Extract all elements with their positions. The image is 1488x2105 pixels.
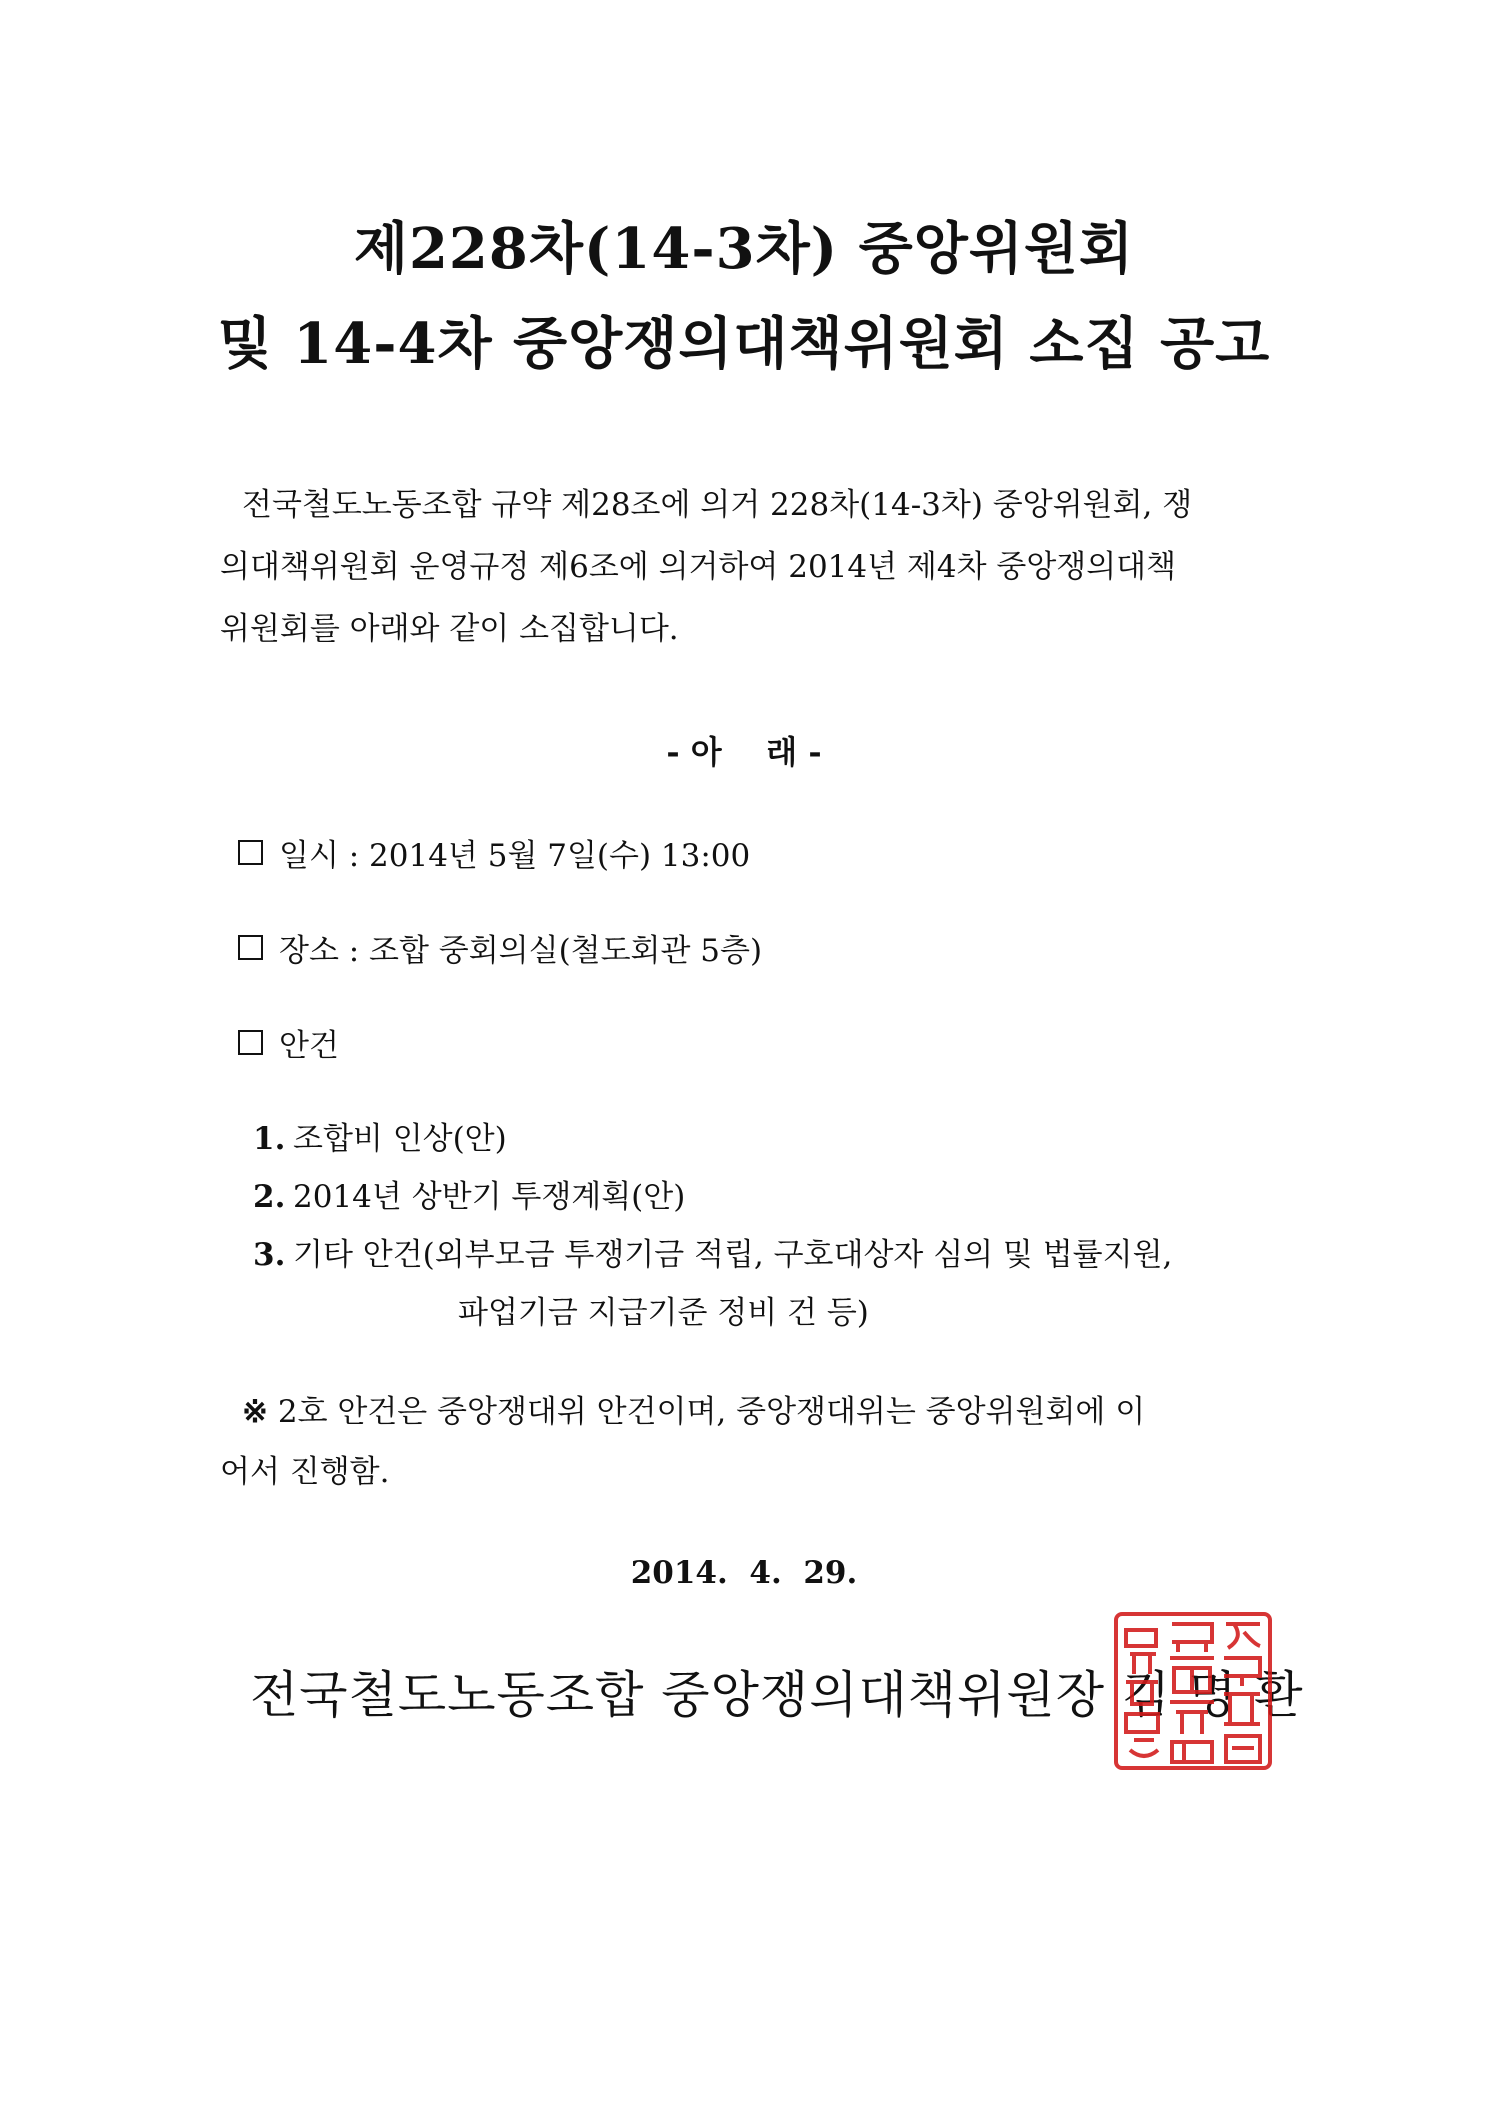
signature-line: 전국철도노동조합 중앙쟁의대책위원장 김 명 환 (250, 1666, 1304, 1724)
agenda-list-item (253, 1110, 1172, 1168)
agenda-list (253, 1110, 1172, 1342)
intro-line-1: 전국철도노동조합 규약 제28조에 의거 228차(14-3차) 중앙위원회, 쟁 (242, 487, 1193, 523)
intro-line-3: 위원회를 아래와 같이 소집합니다. (220, 611, 679, 647)
agenda-item-number: 3. (253, 1237, 286, 1273)
agenda-item-number: 1. (253, 1121, 286, 1157)
checkbox-icon (238, 935, 263, 960)
intro-line-2: 의대책위원회 운영규정 제6조에 의거하여 2014년 제4차 중앙쟁의대책 (220, 549, 1177, 585)
document-title-line-1: 제228차(14-3차) 중앙위원회 (353, 216, 1135, 282)
note-reference-mark: ※ (242, 1394, 268, 1430)
note-line-2: 어서 진행함. (220, 1454, 390, 1490)
item-agenda (238, 1020, 339, 1065)
note-paragraph (220, 1382, 1285, 1502)
agenda-item-text: 기타 안건(외부모금 투쟁기금 적립, 구호대상자 심의 및 법률지원, (293, 1237, 1173, 1273)
note-line-1-text: 2호 안건은 중앙쟁대위 안건이며, 중앙쟁대위는 중앙위원회에 이 (277, 1394, 1146, 1430)
checkbox-icon (238, 1030, 263, 1055)
checkbox-icon (238, 840, 263, 865)
item-datetime-text: 일시 : 2014년 5월 7일(수) 13:00 (279, 838, 751, 874)
agenda-item-continuation: 파업기금 지급기준 정비 건 등) (458, 1295, 869, 1331)
agenda-item-text: 조합비 인상(안) (293, 1121, 507, 1157)
item-agenda-text: 안건 (279, 1028, 339, 1064)
note-line-1 (220, 1382, 1285, 1442)
item-datetime (238, 830, 750, 875)
item-place (238, 925, 762, 970)
document-title-line-2: 및 14-4차 중앙쟁의대책위원회 소집 공고 (217, 311, 1271, 377)
agenda-list-item (253, 1168, 1172, 1226)
item-place-text: 장소 : 조합 중회의실(철도회관 5층) (279, 933, 763, 969)
agenda-list-item (253, 1226, 1172, 1284)
section-heading-below: - 아 래 - (666, 733, 822, 771)
agenda-item-number: 2. (253, 1179, 286, 1215)
document-date: 2014. 4. 29. (630, 1555, 858, 1591)
agenda-item-text: 2014년 상반기 투쟁계획(안) (293, 1179, 686, 1215)
official-seal-stamp (1112, 1610, 1274, 1772)
intro-paragraph (220, 474, 1285, 660)
